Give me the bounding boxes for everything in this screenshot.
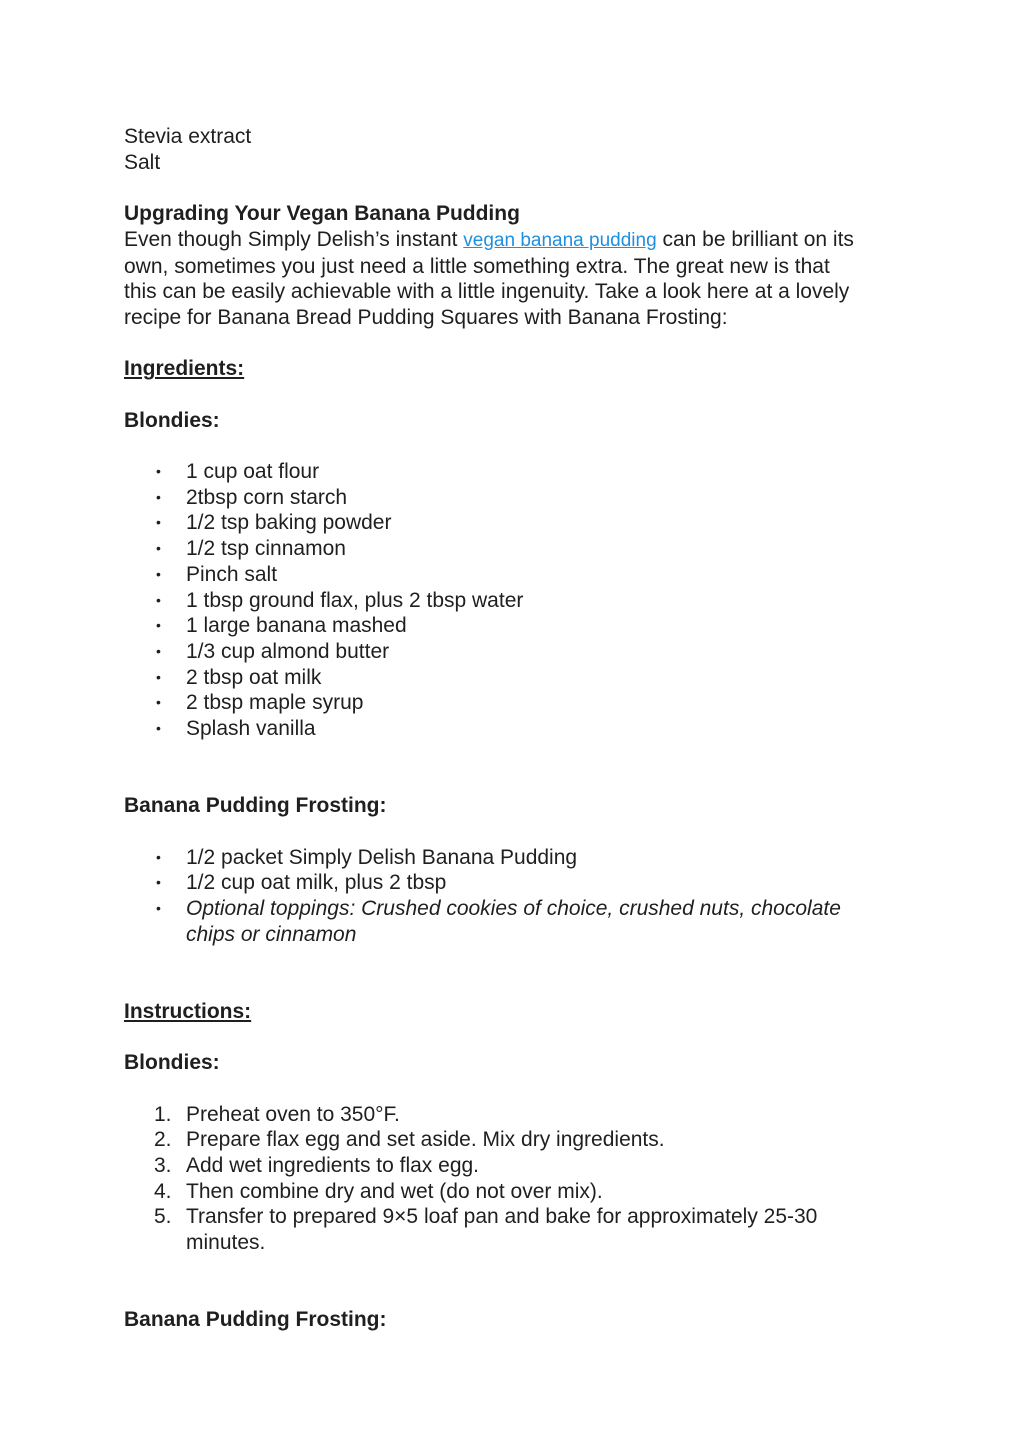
step-number: 5. (154, 1205, 172, 1229)
bullet-icon: • (156, 848, 161, 865)
bullet-icon: • (156, 874, 161, 891)
bullet-icon: • (156, 488, 161, 505)
intro-line: Salt (124, 150, 161, 174)
upgrade-text: Even though Simply Delish’s instant (124, 227, 464, 251)
instructions-heading: Instructions: (124, 999, 252, 1023)
upgrade-heading: Upgrading Your Vegan Banana Pudding (124, 202, 520, 226)
document-page (124, 124, 914, 1333)
list-item: • 1/2 packet Simply Delish Banana Pudding (156, 845, 578, 869)
frosting-instructions-heading: Banana Pudding Frosting: (124, 1308, 387, 1332)
bullet-icon: • (156, 617, 161, 634)
vegan-banana-pudding-link[interactable]: vegan banana pudding (463, 229, 657, 251)
frosting-ingredient-list (124, 845, 914, 948)
upgrade-line-2: own, sometimes you just need a little something extra. The great new is that (124, 254, 830, 278)
upgrade-line-3: this can be easily achievable with a little ingenuity. Take a look here at a lovely (124, 280, 850, 304)
upgrade-line-1 (124, 227, 914, 254)
step-item: 4. Then combine dry and wet (do not over mix). (154, 1179, 603, 1203)
intro-list (124, 124, 914, 175)
list-item: • 2 tbsp maple syrup (156, 691, 364, 715)
list-item: • 1/2 tsp cinnamon (156, 537, 346, 561)
list-item: • Splash vanilla (156, 717, 316, 741)
blondies-ingredients-heading: Blondies: (124, 408, 220, 432)
ingredients-heading: Ingredients: (124, 357, 245, 381)
step-number: 4. (154, 1179, 172, 1203)
list-item: • 2tbsp corn starch (156, 485, 348, 509)
upgrade-line-4: recipe for Banana Bread Pudding Squares with Banana Frosting: (124, 305, 728, 329)
bullet-icon: • (156, 463, 161, 480)
upgrade-text: can be brilliant on its (656, 227, 854, 251)
list-item: • 2 tbsp oat milk (156, 665, 322, 689)
bullet-icon: • (156, 720, 161, 737)
bullet-icon: • (156, 514, 161, 531)
step-number: 2. (154, 1128, 172, 1152)
step-item: 1. Preheat oven to 350°F. (154, 1102, 400, 1126)
blondies-instructions-heading: Blondies: (124, 1051, 220, 1075)
step-item: 5. Transfer to prepared 9×5 loaf pan and bake for approximately 25-30 minutes. (154, 1205, 818, 1255)
step-item: 2. Prepare flax egg and set aside. Mix dry ingredients. (154, 1128, 665, 1152)
bullet-icon: • (156, 591, 161, 608)
bullet-icon: • (156, 668, 161, 685)
list-item: • 1/2 cup oat milk, plus 2 tbsp (156, 871, 447, 895)
list-item-optional-toppings: • Optional toppings: Crushed cookies of choice, crushed nuts, chocolate chips or cinnamon (156, 896, 841, 946)
bullet-icon: • (156, 694, 161, 711)
list-item: • 1 tbsp ground flax, plus 2 tbsp water (156, 588, 524, 612)
step-number: 1. (154, 1102, 172, 1126)
frosting-ingredients-heading: Banana Pudding Frosting: (124, 794, 387, 818)
intro-line: Stevia extract (124, 125, 252, 148)
list-item: • 1 large banana mashed (156, 614, 407, 638)
bullet-icon: • (156, 643, 161, 659)
blondies-steps-list (124, 1102, 914, 1256)
bullet-icon: • (156, 540, 161, 557)
upgrade-section (124, 201, 914, 331)
step-item: 3. Add wet ingredients to flax egg. (154, 1153, 480, 1177)
bullet-icon: • (156, 565, 161, 582)
bullet-icon: • (156, 899, 161, 916)
list-item: • Pinch salt (156, 562, 278, 586)
list-item: • 1 cup oat flour (156, 460, 320, 484)
blondies-ingredient-list (124, 459, 914, 742)
list-item: • 1/2 tsp baking powder (156, 511, 392, 535)
list-item: • 1/3 cup almond butter (156, 640, 390, 663)
step-number: 3. (154, 1153, 172, 1177)
